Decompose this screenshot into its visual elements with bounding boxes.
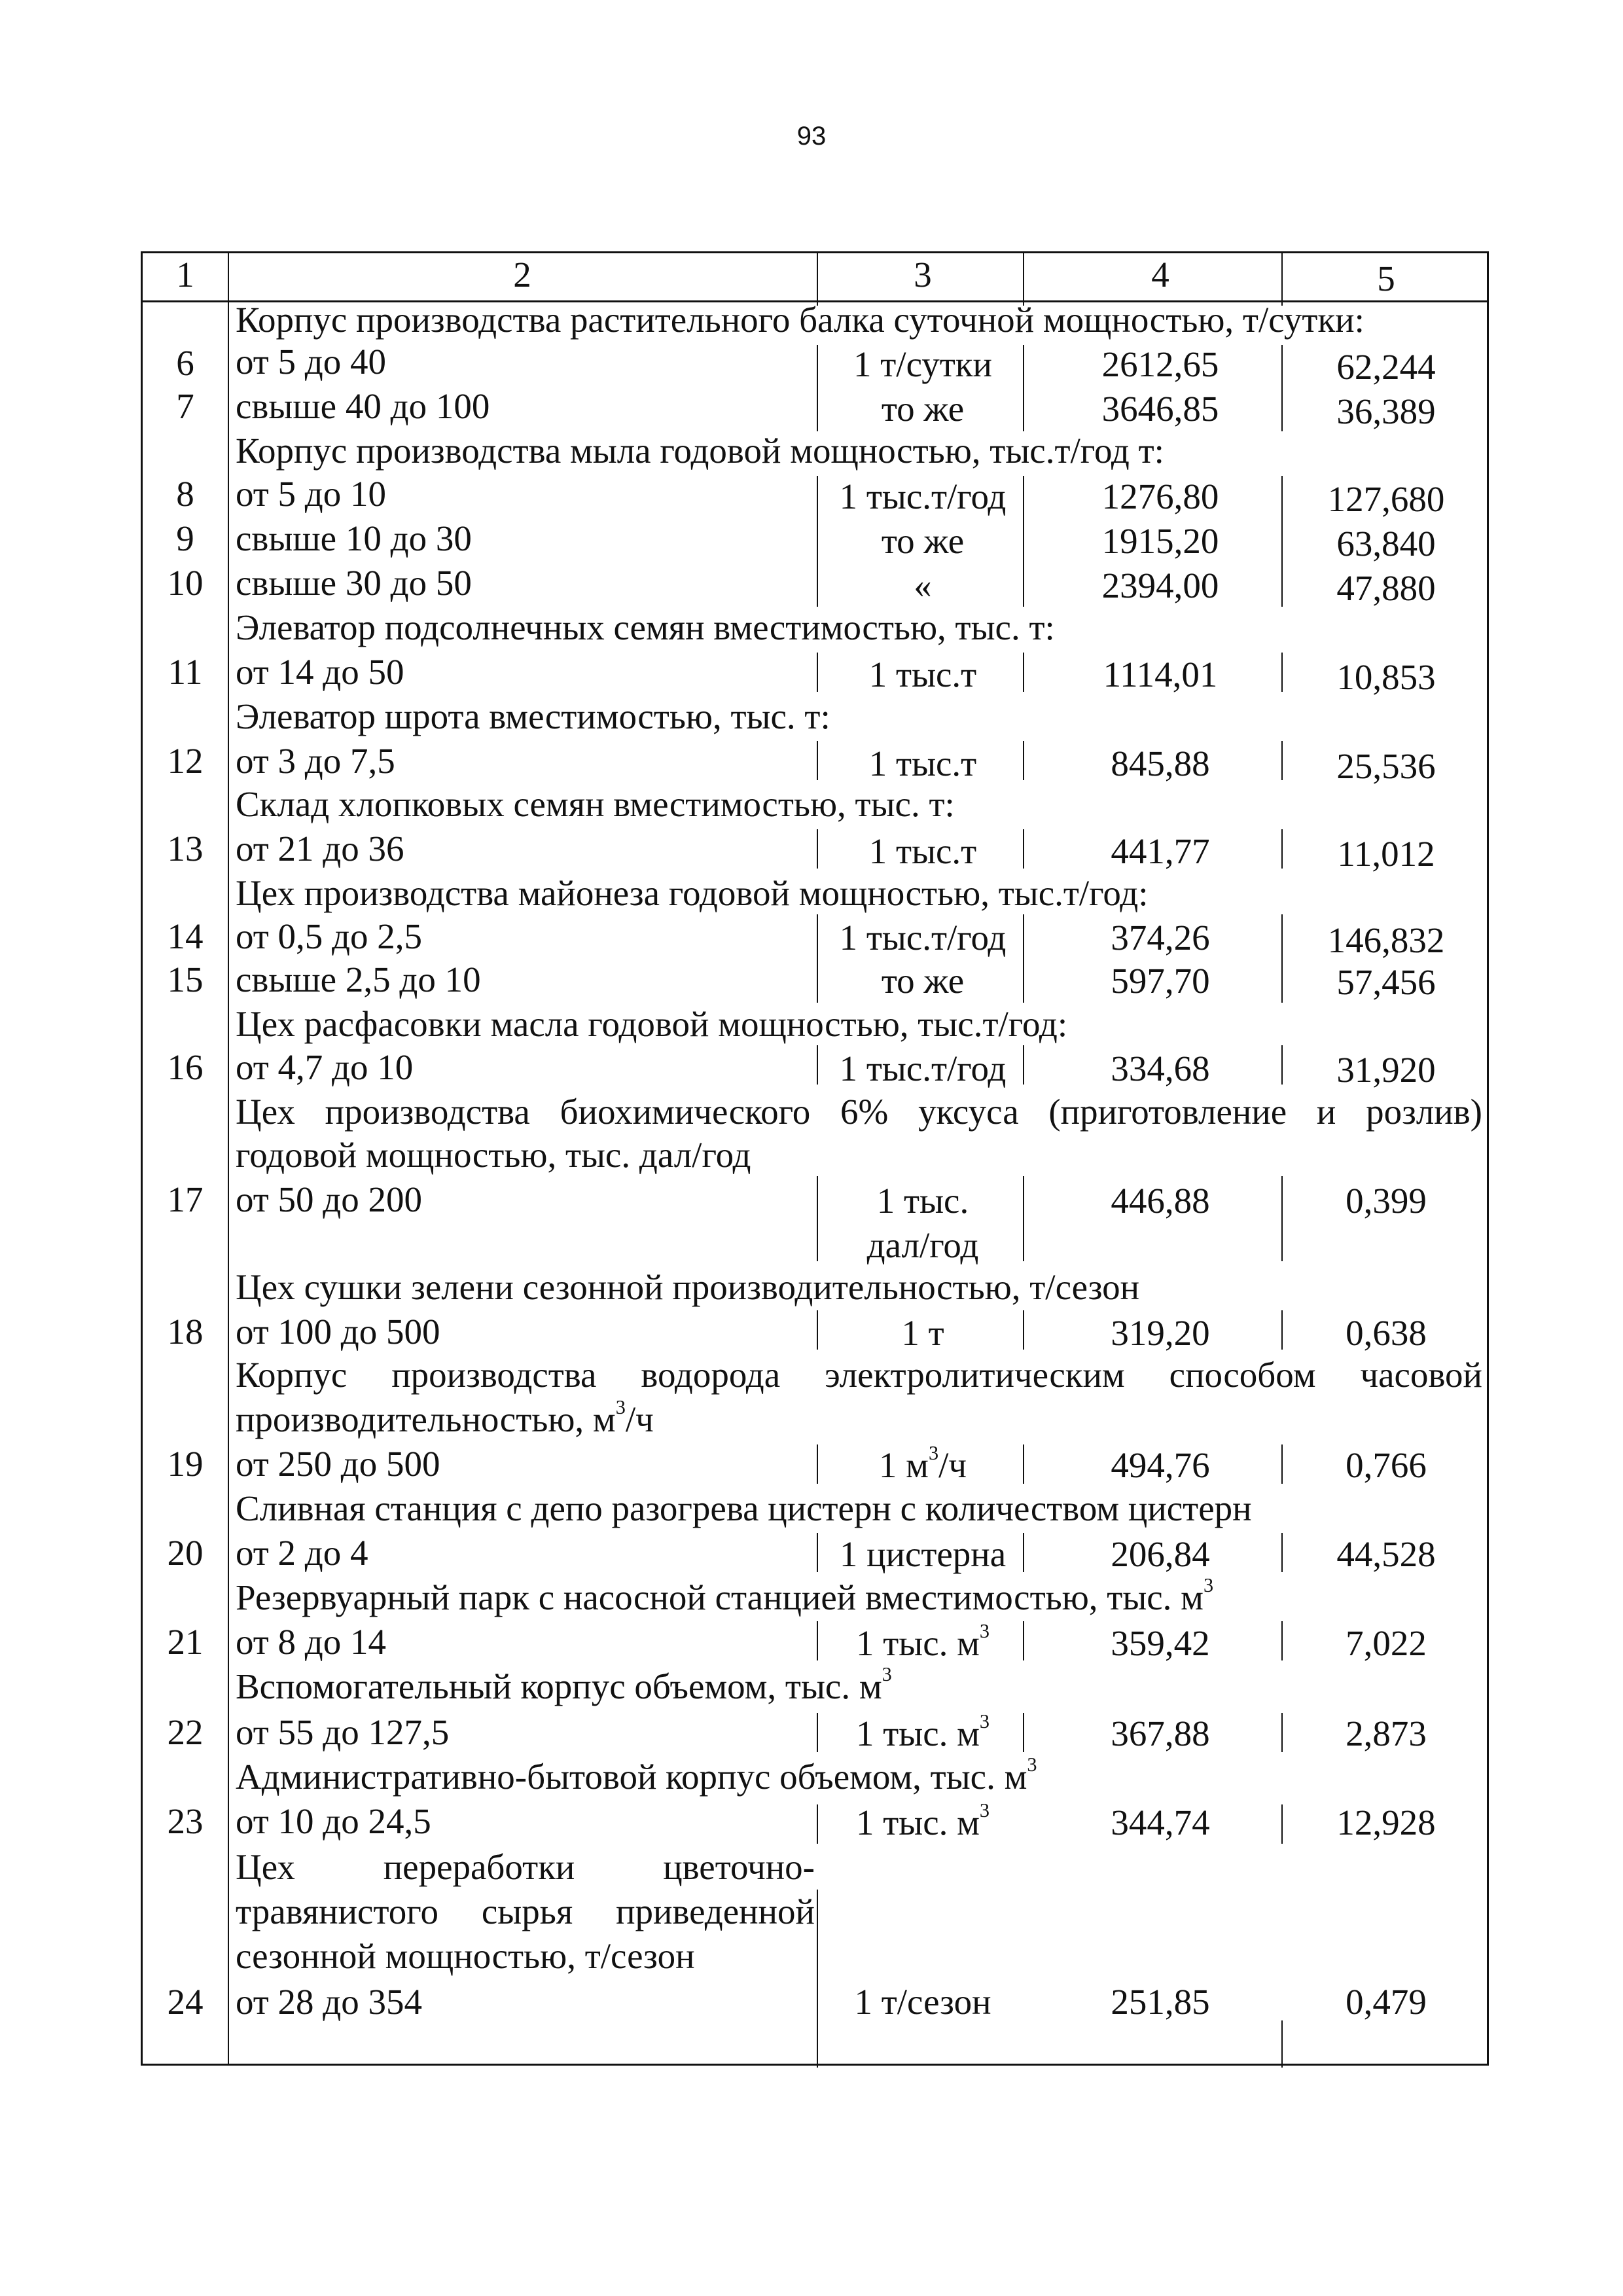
group-title-line1: Корпус производства водорода электролитическим способом часовой: [236, 1355, 1482, 1395]
row-range: от 3 до 7,5: [236, 741, 395, 781]
header-col-3: 3: [914, 255, 932, 295]
row-range: от 0,5 до 2,5: [236, 916, 423, 956]
row-value-4: 446,88: [1111, 1181, 1210, 1221]
column-divider: [1281, 2020, 1283, 2068]
row-unit: 1 тыс.т/год: [839, 476, 1007, 516]
row-value-4: 3646,85: [1101, 389, 1219, 429]
row-unit: 1 т/сутки: [853, 344, 992, 384]
row-value-4: 597,70: [1111, 961, 1210, 1001]
group-title-line2: производительностью, $м^3/ч$: [236, 1395, 654, 1439]
row-number: 16: [167, 1047, 204, 1087]
row-value-5: 25,536: [1336, 746, 1436, 786]
group-title-line2: годовой мощностью, тыс. дал/год: [236, 1135, 751, 1175]
row-value-4: 367,88: [1111, 1713, 1210, 1753]
row-number: 20: [167, 1533, 204, 1573]
row-value-5: 57,456: [1336, 962, 1436, 1002]
row-range: от 100 до 500: [236, 1312, 440, 1352]
row-number: 11: [168, 652, 203, 692]
row-unit: 1 т: [901, 1313, 944, 1353]
row-number: 22: [167, 1712, 204, 1752]
header-col-2: 2: [513, 255, 531, 295]
row-value-5: 10,853: [1336, 657, 1436, 697]
row-number: 6: [176, 343, 194, 383]
row-number: 24: [167, 1982, 204, 2022]
row-range: от 250 до 500: [236, 1444, 440, 1484]
row-value-5: 31,920: [1336, 1050, 1436, 1090]
row-range: от 5 до 10: [236, 474, 387, 514]
row-value-4: 334,68: [1111, 1049, 1210, 1088]
group-title: Корпус производства мыла годовой мощностью, тыс.т/год т:: [236, 431, 1164, 471]
row-range: от 28 до 354: [236, 1982, 423, 2022]
row-value-5: 11,012: [1337, 834, 1435, 874]
row-range: свыше 30 до 50: [236, 563, 472, 603]
group-title: Административно-бытовой корпус объемом, тыс. $м^3$: [236, 1753, 1037, 1797]
row-value-5: 146,832: [1327, 920, 1445, 960]
row-value-4: 494,76: [1111, 1445, 1210, 1485]
row-range: от 4,7 до 10: [236, 1047, 414, 1087]
row-unit: 1 цистерна: [839, 1534, 1007, 1574]
row-range: от 21 до 36: [236, 829, 404, 869]
row-unit: то же: [881, 961, 965, 1001]
group-title: Элеватор подсолнечных семян вместимостью, тыс. т:: [236, 607, 1055, 647]
page-number: 93: [796, 122, 827, 151]
row-value-4: 251,85: [1111, 1982, 1210, 2022]
group-title-line1: Цех переработки цветочно-: [236, 1847, 815, 1887]
row-value-5: 62,244: [1336, 347, 1436, 387]
group-title-line1: Цех производства биохимического 6% уксуса (приготовление и розлив): [236, 1092, 1482, 1132]
group-title: Резервуарный парк с насосной станцией вместимостью, тыс. $м^3$: [236, 1573, 1214, 1617]
row-unit: 1 тыс.т/год: [839, 1049, 1007, 1088]
row-value-5: 12,928: [1336, 1803, 1436, 1842]
row-unit: «: [914, 565, 932, 605]
row-value-4: 2394,00: [1101, 565, 1219, 605]
row-unit: 1 т/сезон: [854, 1982, 991, 2022]
row-unit: то же: [881, 521, 965, 561]
row-unit-line1: 1 тыс.: [876, 1181, 969, 1221]
row-value-4: 845,88: [1111, 744, 1210, 783]
row-range: от 10 до 24,5: [236, 1801, 431, 1841]
row-range: свыше 40 до 100: [236, 386, 490, 426]
group-title-line3: сезонной мощностью, т/сезон: [236, 1936, 695, 1976]
row-value-5: 47,880: [1336, 568, 1436, 608]
row-value-4: 1114,01: [1103, 655, 1218, 694]
row-range: от 2 до 4: [236, 1533, 368, 1573]
group-title: Вспомогательный корпус объемом, тыс. $м^3$: [236, 1662, 892, 1706]
header-col-5: 5: [1377, 259, 1395, 298]
group-title: Цех сушки зелени сезонной производительностью, т/сезон: [236, 1267, 1140, 1307]
header-col-4: 4: [1151, 255, 1169, 295]
row-number: 13: [167, 829, 204, 869]
column-divider: [817, 1890, 818, 2068]
row-unit-line2: дал/год: [866, 1225, 979, 1265]
group-title: Корпус производства растительного балка суточной мощностью, т/сутки:: [236, 300, 1364, 340]
row-value-5: 63,840: [1336, 524, 1436, 564]
row-range: от 50 до 200: [236, 1179, 423, 1219]
row-value-5: 7,022: [1346, 1623, 1427, 1663]
row-number: 14: [167, 916, 204, 956]
row-number: 9: [176, 518, 194, 558]
row-number: 12: [167, 741, 204, 781]
column-divider: [228, 253, 229, 2064]
row-number: 8: [176, 474, 194, 514]
row-unit: 1 $м^3/ч$: [878, 1441, 967, 1485]
row-value-5: 0,399: [1346, 1181, 1427, 1221]
row-number: 15: [167, 960, 204, 999]
row-value-4: 359,42: [1111, 1623, 1210, 1663]
row-value-5: 0,479: [1346, 1982, 1427, 2022]
group-title: Цех производства майонеза годовой мощностью, тыс.т/год:: [236, 873, 1149, 913]
row-value-4: 319,20: [1111, 1313, 1210, 1353]
row-value-4: 344,74: [1111, 1803, 1210, 1842]
row-value-5: 2,873: [1346, 1713, 1427, 1753]
row-value-5: 0,638: [1346, 1313, 1427, 1353]
group-title: Сливная станция с депо разогрева цистерн с количеством цистерн: [236, 1488, 1252, 1528]
row-unit: 1 тыс.т: [868, 744, 977, 783]
row-unit: 1 тыс. $м^3$: [855, 1619, 990, 1663]
row-unit: то же: [881, 389, 965, 429]
row-value-4: 2612,65: [1101, 344, 1219, 384]
row-range: свыше 10 до 30: [236, 518, 472, 558]
row-value-4: 1276,80: [1101, 476, 1219, 516]
row-value-5: 36,389: [1336, 391, 1436, 431]
row-number: 21: [167, 1622, 204, 1662]
row-number: 19: [167, 1444, 204, 1484]
row-value-4: 206,84: [1111, 1534, 1210, 1574]
row-range: свыше 2,5 до 10: [236, 960, 481, 999]
row-number: 10: [167, 563, 204, 603]
row-unit: 1 тыс.т/год: [839, 918, 1007, 958]
row-value-5: 44,528: [1336, 1534, 1436, 1574]
row-number: 18: [167, 1312, 204, 1352]
row-number: 17: [167, 1179, 204, 1219]
row-unit: 1 тыс.т: [868, 655, 977, 694]
row-value-5: 127,680: [1327, 479, 1445, 519]
row-unit: 1 тыс.т: [868, 831, 977, 871]
header-col-1: 1: [176, 255, 194, 295]
group-title: Цех расфасовки масла годовой мощностью, тыс.т/год:: [236, 1004, 1068, 1044]
row-value-4: 441,77: [1111, 831, 1210, 871]
row-unit: 1 тыс. $м^3$: [855, 1710, 990, 1753]
row-number: 23: [167, 1801, 204, 1841]
group-title: Склад хлопковых семян вместимостью, тыс. т:: [236, 784, 955, 824]
row-value-5: 0,766: [1346, 1445, 1427, 1485]
row-range: от 14 до 50: [236, 652, 404, 692]
row-range: от 5 до 40: [236, 342, 387, 382]
row-unit: 1 тыс. $м^3$: [855, 1799, 990, 1842]
group-title: Элеватор шрота вместимостью, тыс. т:: [236, 696, 830, 736]
row-range: от 8 до 14: [236, 1622, 387, 1662]
row-value-4: 1915,20: [1101, 521, 1219, 561]
row-value-4: 374,26: [1111, 918, 1210, 958]
row-range: от 55 до 127,5: [236, 1712, 450, 1752]
row-number: 7: [176, 386, 194, 426]
group-title-line2: травянистого сырья приведенной: [236, 1892, 815, 1931]
data-table: [141, 251, 1489, 2066]
